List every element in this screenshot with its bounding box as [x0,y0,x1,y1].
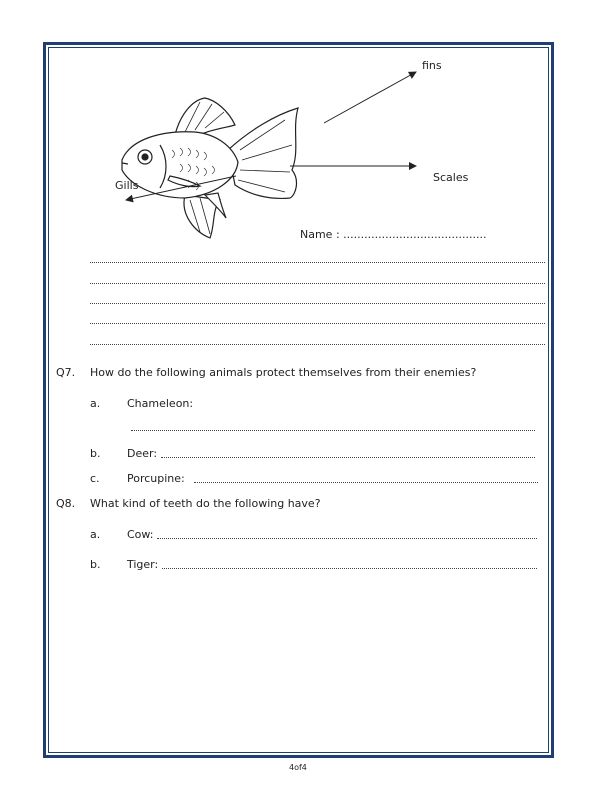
q7-c-answer-line [194,482,538,483]
label-gills: Gills [115,179,139,192]
q7-b-label: Deer: [127,447,158,460]
label-fins: fins [422,59,442,72]
answer-line [90,262,545,263]
answer-line [90,344,545,345]
q8-number: Q8. [56,497,76,510]
q7-c-label: Porcupine: [127,472,185,485]
arrow-fins [324,72,416,123]
q8-b-letter: b. [90,558,101,571]
q7-a-answer-line [131,430,535,431]
q7-b-letter: b. [90,447,101,460]
answer-line [90,323,545,324]
q8-text: What kind of teeth do the following have? [90,497,321,510]
page-number: 4of4 [289,763,307,772]
q7-number: Q7. [56,366,76,379]
q8-a-label: Cow: [127,528,154,541]
name-field: Name : ......................................... [300,228,487,241]
q7-a-letter: a. [90,397,101,410]
label-scales: Scales [433,171,469,184]
q7-b-answer-line [161,457,535,458]
q7-c-letter: c. [90,472,100,485]
fish-drawing [122,98,298,238]
q7-a-label: Chameleon: [127,397,194,410]
answer-line [90,283,545,284]
q7-text: How do the following animals protect themselves from their enemies? [90,366,477,379]
q8-a-answer-line [157,538,537,539]
q8-b-answer-line [162,568,537,569]
q8-a-letter: a. [90,528,101,541]
q8-b-label: Tiger: [127,558,159,571]
answer-line [90,303,545,304]
